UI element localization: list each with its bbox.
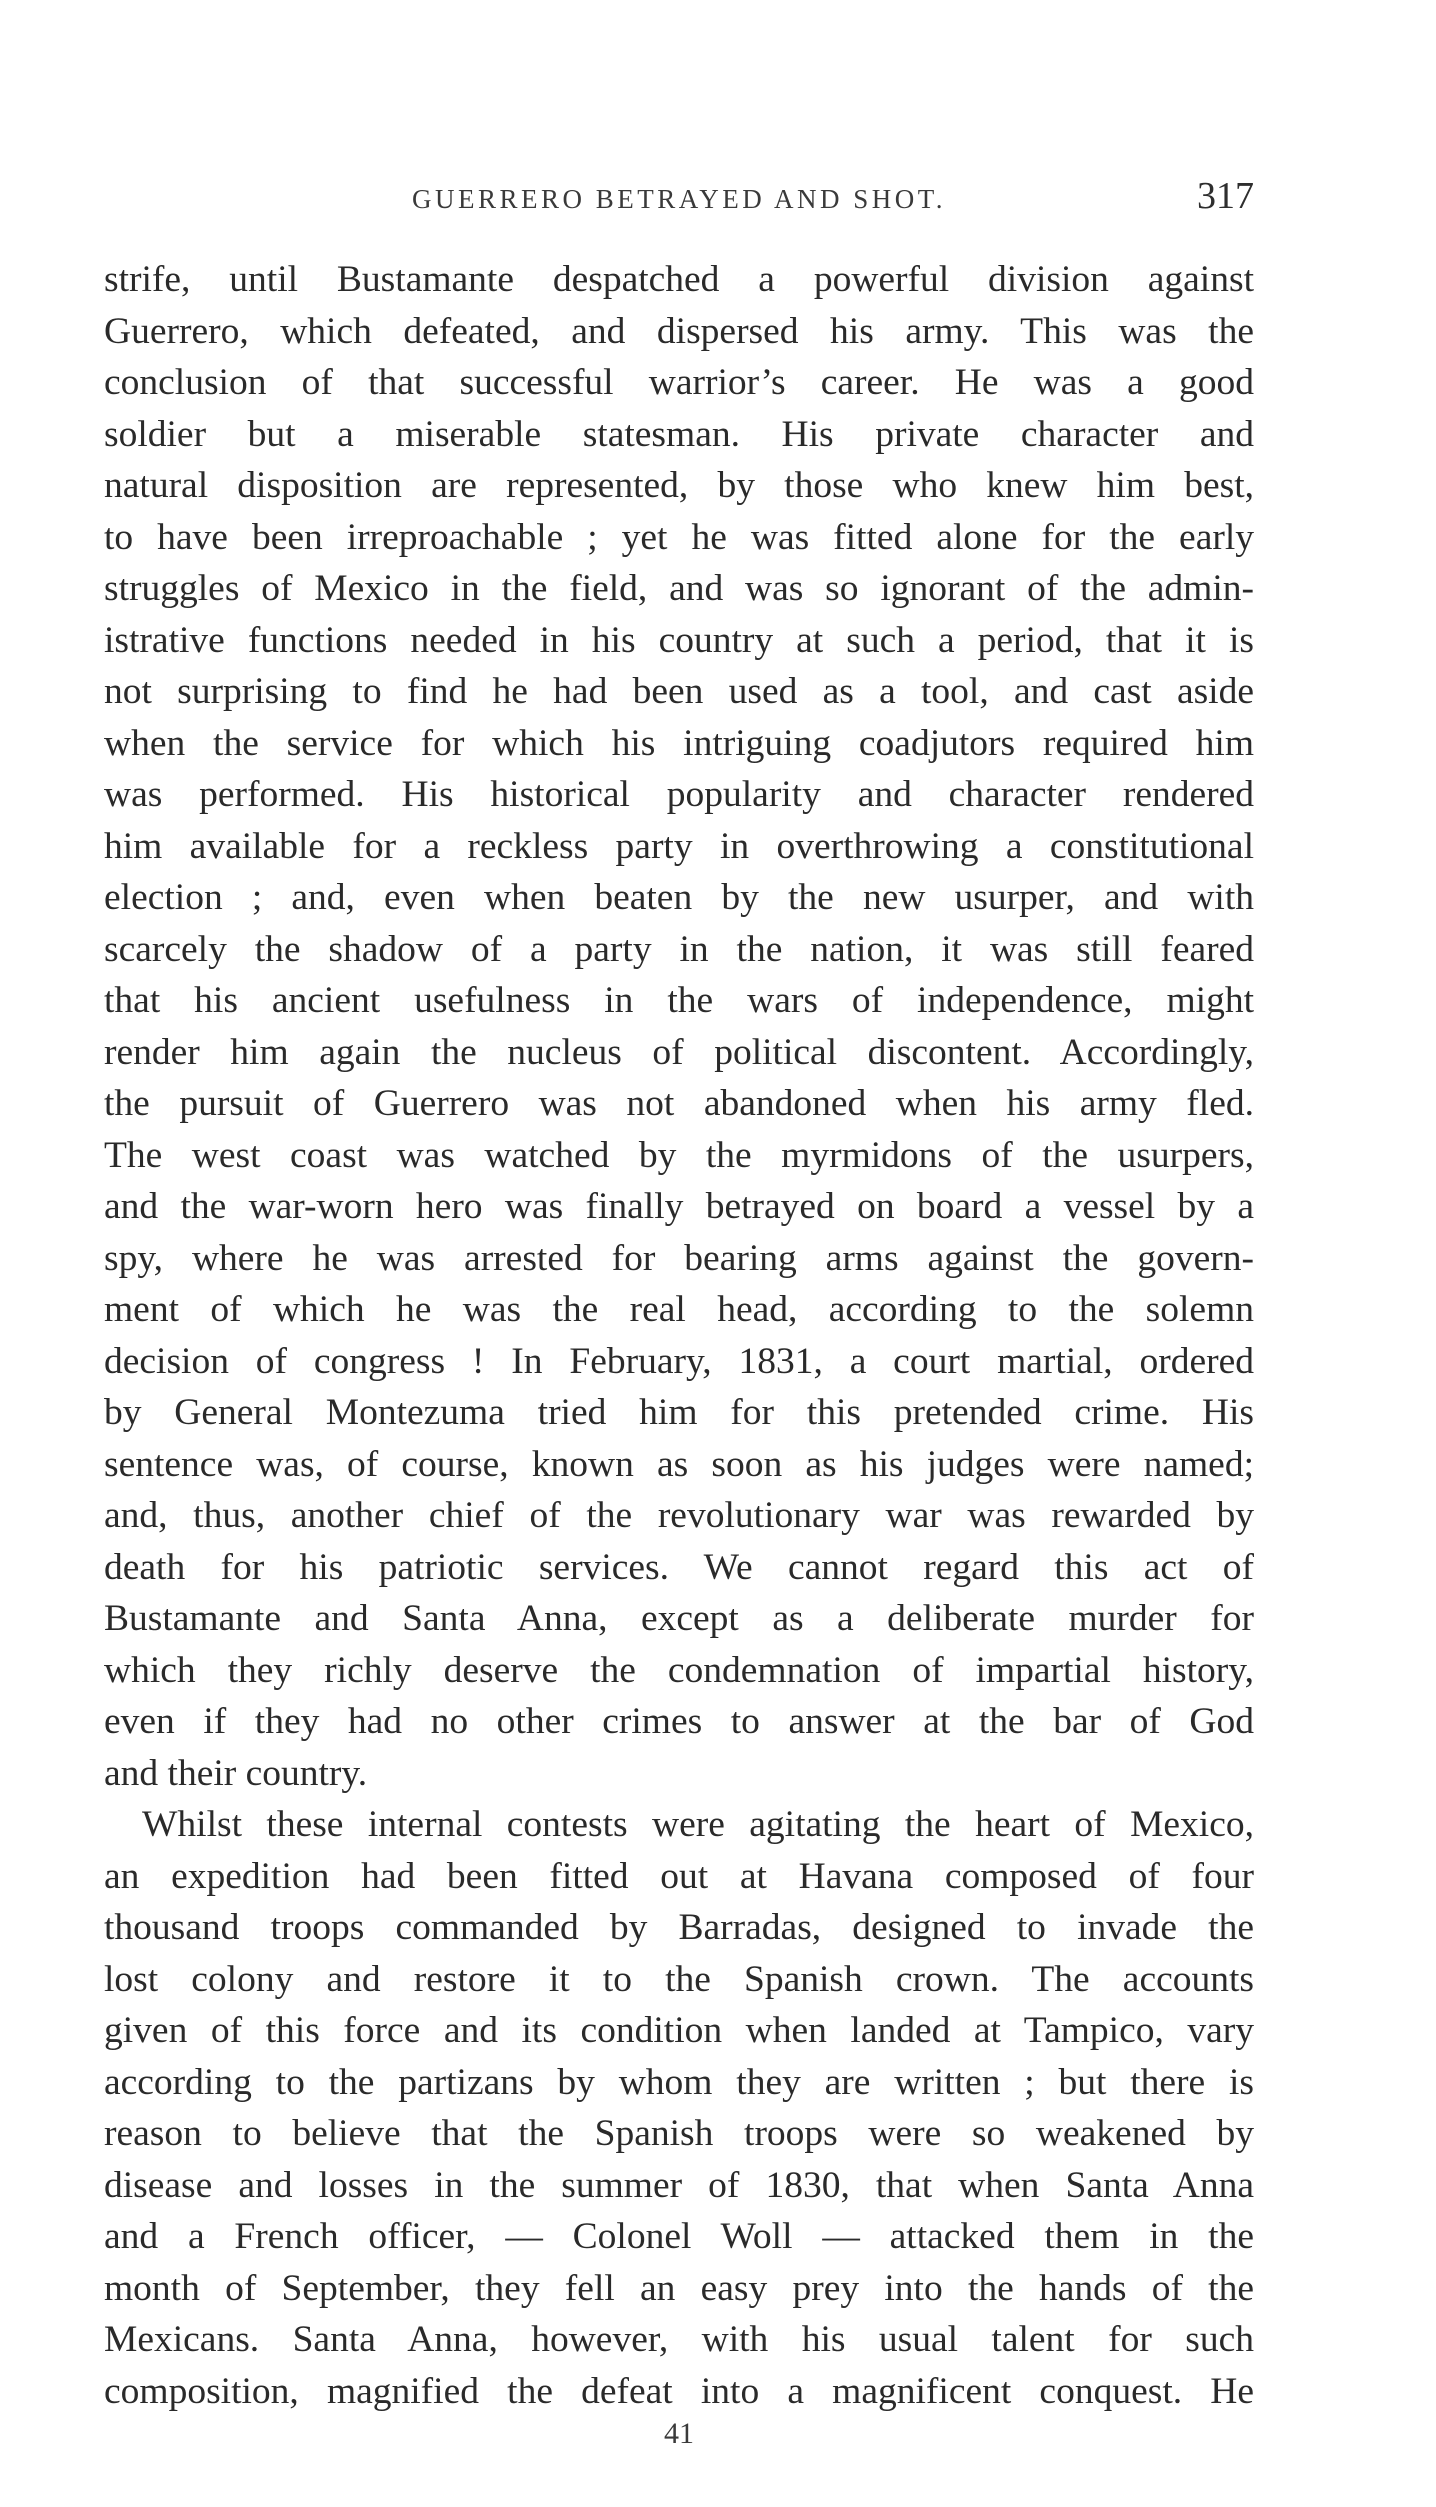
text-line: and their country. bbox=[104, 1752, 368, 1794]
text-line: was performed. His historical popularity and character rendered bbox=[104, 774, 1254, 815]
text-line: disease and losses in the summer of 1830, that when Santa Anna bbox=[104, 2164, 1254, 2206]
text-line: composition, magnified the defeat into a magnificent conquest. He bbox=[104, 2370, 1254, 2412]
text-line: sentence was, of course, known as soon as his judges were named; bbox=[104, 1443, 1254, 1485]
running-title: GUERRERO BETRAYED AND SHOT. bbox=[411, 184, 947, 214]
page-number: 317 bbox=[1197, 175, 1254, 217]
text-line: The west coast was watched by the myrmidons of the usurpers, bbox=[104, 1134, 1254, 1176]
text-line: when the service for which his intriguing coadjutors required him bbox=[104, 722, 1254, 764]
text-line: struggles of Mexico in the field, and was so ignorant of the admin- bbox=[104, 568, 1254, 609]
text-line: render him again the nucleus of political discontent. Accordingly, bbox=[104, 1031, 1254, 1073]
text-line: reason to believe that the Spanish troops were so weakened by bbox=[104, 2113, 1254, 2154]
text-line: not surprising to find he had been used as a tool, and cast aside bbox=[104, 671, 1254, 712]
paragraph-2 bbox=[104, 1799, 1254, 2417]
text-line: ment of which he was the real head, according to the solemn bbox=[104, 1289, 1254, 1330]
text-line: him available for a reckless party in overthrowing a constitutional bbox=[104, 825, 1254, 867]
text-line: scarcely the shadow of a party in the nation, it was still feared bbox=[104, 928, 1254, 970]
text-line: election ; and, even when beaten by the new usurper, and with bbox=[104, 877, 1254, 918]
text-line: Mexicans. Santa Anna, however, with his usual talent for such bbox=[104, 2319, 1254, 2360]
text-line: strife, until Bustamante despatched a powerful division against bbox=[104, 259, 1254, 300]
text-line: decision of congress ! In February, 1831, a court martial, ordered bbox=[104, 1340, 1254, 1382]
book-page bbox=[104, 170, 1254, 2451]
text-line: and, thus, another chief of the revolutionary war was rewarded by bbox=[104, 1495, 1254, 1536]
text-line: month of September, they fell an easy prey into the hands of the bbox=[104, 2267, 1254, 2309]
text-line: the pursuit of Guerrero was not abandoned when his army fled. bbox=[104, 1083, 1254, 1124]
text-line: given of this force and its condition when landed at Tampico, vary bbox=[104, 2010, 1254, 2051]
text-line: istrative functions needed in his country at such a period, that it is bbox=[104, 619, 1254, 661]
text-line: conclusion of that successful warrior’s career. He was a good bbox=[104, 362, 1254, 403]
text-line: Whilst these internal contests were agitating the heart of Mexico, bbox=[142, 1804, 1254, 1845]
text-line: Guerrero, which defeated, and dispersed his army. This was the bbox=[104, 310, 1254, 352]
text-line: natural disposition are represented, by those who knew him best, bbox=[104, 465, 1254, 506]
text-line: and a French officer, — Colonel Woll — attacked them in the bbox=[104, 2216, 1254, 2257]
text-line: even if they had no other crimes to answer at the bar of God bbox=[104, 1701, 1254, 1742]
text-line: by General Montezuma tried him for this pretended crime. His bbox=[104, 1392, 1254, 1433]
text-line: and the war-worn hero was finally betrayed on board a vessel by a bbox=[104, 1186, 1254, 1227]
paragraph-1 bbox=[104, 254, 1254, 1799]
text-line: soldier but a miserable statesman. His private character and bbox=[104, 413, 1254, 455]
text-line: lost colony and restore it to the Spanish crown. The accounts bbox=[104, 1958, 1254, 2000]
text-line: Bustamante and Santa Anna, except as a deliberate murder for bbox=[104, 1598, 1254, 1639]
text-line: spy, where he was arrested for bearing arms against the govern- bbox=[104, 1237, 1254, 1279]
signature-mark: 41 bbox=[664, 2417, 694, 2450]
text-line: an expedition had been fitted out at Havana composed of four bbox=[104, 1855, 1254, 1897]
text-line: that his ancient usefulness in the wars of independence, might bbox=[104, 980, 1254, 1021]
running-head bbox=[104, 170, 1254, 230]
body-text bbox=[104, 254, 1254, 2417]
text-line: which they richly deserve the condemnation of impartial history, bbox=[104, 1649, 1254, 1691]
text-line: death for his patriotic services. We cannot regard this act of bbox=[104, 1546, 1254, 1588]
text-line: thousand troops commanded by Barradas, designed to invade the bbox=[104, 1907, 1254, 1948]
text-line: to have been irreproachable ; yet he was fitted alone for the early bbox=[104, 516, 1254, 558]
text-line: according to the partizans by whom they are written ; but there is bbox=[104, 2061, 1254, 2103]
